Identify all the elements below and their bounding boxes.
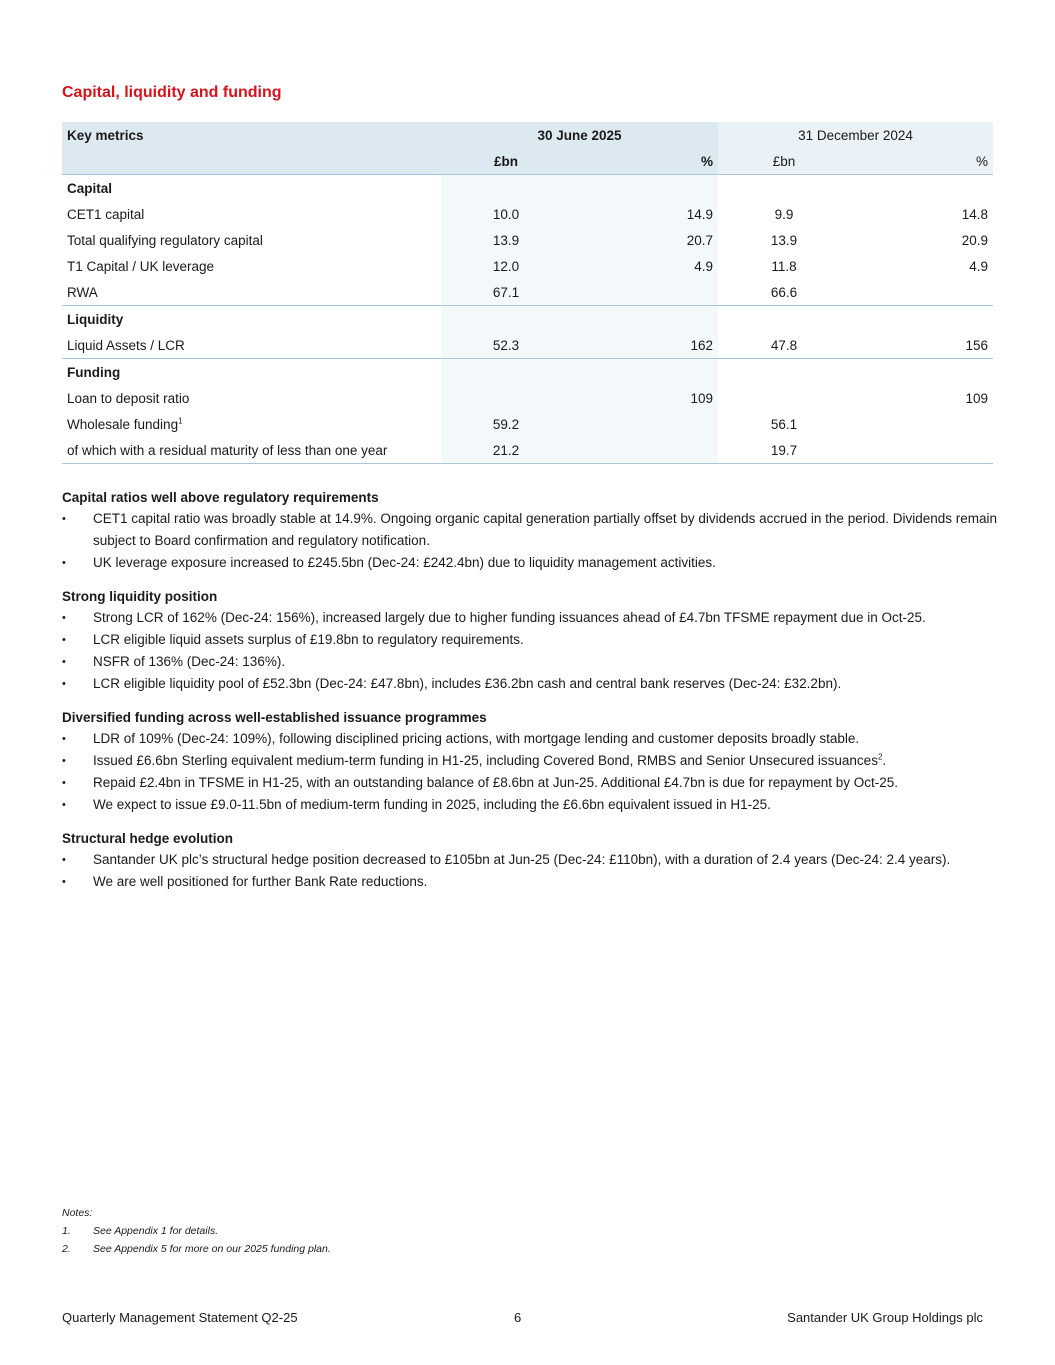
note-number: 2. [62, 1243, 71, 1255]
cell-previous-gbp: 9.9 [774, 206, 794, 222]
cell-previous-pct: 20.9 [961, 232, 988, 248]
cell-previous-gbp: 13.9 [770, 232, 798, 248]
metric-label [62, 227, 441, 253]
period-current-header: 30 June 2025 [441, 122, 718, 148]
key-metrics-header: Key metrics [62, 122, 441, 148]
table-row [62, 201, 993, 227]
bullet-item [62, 871, 997, 893]
bullet-item [62, 849, 997, 871]
cell-current-gbp: 67.1 [441, 279, 571, 306]
cell-empty [718, 306, 850, 333]
bullet-glyph: • [62, 854, 66, 866]
cell-current-gbp: 12.0 [441, 253, 571, 279]
cell-current-gbp: 21.2 [441, 437, 571, 464]
metric-label-text: Funding [67, 364, 121, 380]
metric-label-text: Liquid Assets / LCR [67, 337, 185, 353]
cell-empty [571, 306, 718, 333]
footer-document-title: Quarterly Management Statement Q2-25 [62, 1310, 298, 1325]
footnote-ref: 2 [877, 752, 883, 762]
bullet-glyph: • [62, 634, 66, 646]
bullet-text: Issued £6.6bn Sterling equivalent medium-term funding in H1-25, including Covered Bond, RMBS and Senior Unsecured issuances [93, 753, 878, 768]
bullet-text: We expect to issue £9.0-11.5bn of medium-term funding in 2025, including the £6.6bn equivalent issued in H1-25. [93, 797, 771, 812]
metric-label [62, 437, 441, 464]
bullet-text: We are well positioned for further Bank Rate reductions. [93, 874, 428, 889]
bullet-text: LDR of 109% (Dec-24: 109%), following disciplined pricing actions, with mortgage lending and customer deposits broadly stable. [93, 731, 860, 746]
bullet-text-suffix: . [882, 753, 887, 768]
cell-current-pct: 14.9 [571, 201, 718, 227]
metric-label-text: CET1 capital [67, 206, 145, 222]
table-row [62, 253, 993, 279]
section-heading: Structural hedge evolution [62, 831, 234, 846]
period-previous-header: 31 December 2024 [718, 122, 993, 148]
cell-current-pct [571, 437, 718, 464]
cell-current-gbp: 59.2 [441, 411, 571, 437]
cell-empty [441, 359, 571, 386]
cell-previous-gbp: 56.1 [770, 416, 798, 432]
bullet-list [62, 849, 997, 893]
commentary-section [62, 829, 997, 893]
bullet-text: LCR eligible liquidity pool of £52.3bn (Dec-24: £47.8bn), includes £36.2bn cash and central bank reserves (Dec-24: £32.2bn). [93, 676, 842, 691]
bullet-glyph: • [62, 513, 66, 525]
bullet-glyph: • [62, 876, 66, 888]
metric-label [62, 279, 441, 306]
section-label [62, 306, 441, 333]
cell-empty [718, 175, 850, 202]
notes [62, 1204, 331, 1258]
metric-label-text: Wholesale funding [67, 416, 179, 432]
bullet-item [62, 508, 997, 552]
table-row [62, 411, 993, 437]
table-row [62, 227, 993, 253]
note-text: See Appendix 1 for details. [93, 1225, 219, 1237]
cell-current-pct: 109 [571, 385, 718, 411]
cell-empty [718, 359, 850, 386]
cell-empty [850, 359, 993, 386]
section-heading: Capital ratios well above regulatory requirements [62, 490, 379, 505]
cell-previous-gbp: 19.7 [718, 437, 850, 464]
bullet-item [62, 552, 997, 574]
bullet-glyph: • [62, 799, 66, 811]
cell-current-gbp: 52.3 [441, 332, 571, 359]
table-section-row [62, 306, 993, 333]
unit-pct-previous: % [850, 148, 993, 175]
cell-current-gbp: 13.9 [441, 227, 571, 253]
cell-previous-pct: 109 [965, 390, 988, 406]
unit-pct-current: % [571, 148, 718, 175]
cell-current-gbp [441, 385, 571, 411]
bullet-glyph: • [62, 656, 66, 668]
cell-previous-gbp: 11.8 [771, 258, 797, 274]
cell-current-pct: 20.7 [571, 227, 718, 253]
section-label [62, 175, 441, 202]
cell-empty [571, 175, 718, 202]
note-number: 1. [62, 1225, 71, 1237]
bullet-glyph: • [62, 755, 66, 767]
bullet-glyph: • [62, 678, 66, 690]
key-metrics-body [62, 175, 993, 464]
notes-title: Notes: [62, 1207, 93, 1219]
metric-label-text: T1 Capital / UK leverage [67, 258, 215, 274]
bullet-glyph: • [62, 733, 66, 745]
bullet-text: LCR eligible liquid assets surplus of £19.8bn to regulatory requirements. [93, 632, 524, 647]
cell-current-pct: 162 [571, 332, 718, 359]
bullet-item [62, 607, 997, 629]
commentary-section [62, 708, 997, 816]
section-heading: Diversified funding across well-established issuance programmes [62, 710, 487, 725]
section-heading: Strong liquidity position [62, 589, 218, 604]
page-title: Capital, liquidity and funding [62, 84, 282, 101]
cell-current-pct [571, 279, 718, 306]
unit-header-blank [62, 148, 441, 175]
metric-label-text: Liquidity [67, 311, 124, 327]
commentary-section [62, 587, 997, 695]
cell-empty [850, 175, 993, 202]
bullet-text: NSFR of 136% (Dec-24: 136%). [93, 654, 286, 669]
cell-empty [441, 306, 571, 333]
note-text: See Appendix 5 for more on our 2025 funding plan. [93, 1243, 331, 1255]
bullet-text: UK leverage exposure increased to £245.5bn (Dec-24: £242.4bn) due to liquidity management activities. [93, 555, 716, 570]
metric-label [62, 332, 441, 359]
section-label [62, 359, 441, 386]
bullet-list [62, 508, 997, 574]
unit-gbp-current: £bn [441, 148, 571, 175]
unit-gbp-previous: £bn [718, 148, 850, 175]
bullet-item [62, 673, 997, 695]
cell-previous-pct [850, 279, 993, 306]
bullet-glyph: • [62, 612, 66, 624]
cell-current-pct: 4.9 [571, 253, 718, 279]
cell-current-pct [571, 411, 718, 437]
bullet-glyph: • [62, 777, 66, 789]
bullet-list [62, 728, 997, 816]
bullet-item [62, 794, 997, 816]
metric-label-text: Capital [67, 180, 113, 196]
cell-previous-gbp: 47.8 [718, 332, 850, 359]
metric-label-text: Total qualifying regulatory capital [67, 232, 263, 248]
note-item [62, 1222, 331, 1240]
page-number: 6 [514, 1310, 522, 1325]
bullet-item [62, 772, 997, 794]
cell-empty [850, 306, 993, 333]
key-metrics-table [62, 122, 993, 464]
cell-previous-gbp [718, 385, 850, 411]
cell-empty [441, 175, 571, 202]
metric-label-text: of which with a residual maturity of less than one year [67, 442, 388, 458]
bullet-text: CET1 capital ratio was broadly stable at 14.9%. Ongoing organic capital generation partially offset by dividends accrued in the period. Dividends remain subject to Board confirmation and regulatory notification. [93, 511, 998, 548]
table-row [62, 332, 993, 359]
bullet-text: Santander UK plc’s structural hedge position decreased to £105bn at Jun-25 (Dec-24: £110bn), with a duration of 2.4 years (Dec-24: 2.4 years). [93, 852, 951, 867]
table-section-row [62, 175, 993, 202]
commentary-sections [62, 488, 997, 906]
metric-label [62, 385, 441, 411]
metric-label [62, 411, 441, 437]
bullet-item [62, 728, 997, 750]
bullet-list [62, 607, 997, 695]
cell-previous-pct [850, 411, 993, 437]
bullet-item [62, 750, 997, 772]
note-item [62, 1240, 331, 1258]
metric-label [62, 253, 441, 279]
footer-company-name: Santander UK Group Holdings plc [787, 1310, 983, 1325]
table-row [62, 437, 993, 464]
metric-label [62, 201, 441, 227]
footnote-ref: 1 [178, 416, 183, 425]
cell-current-gbp: 10.0 [441, 201, 571, 227]
metric-label-text: RWA [67, 284, 98, 300]
cell-previous-pct: 4.9 [969, 258, 988, 274]
table-row [62, 385, 993, 411]
cell-previous-pct: 156 [850, 332, 993, 359]
metric-label-text: Loan to deposit ratio [67, 390, 190, 406]
cell-previous-pct [850, 437, 993, 464]
cell-previous-gbp: 66.6 [718, 279, 850, 306]
cell-empty [571, 359, 718, 386]
table-section-row [62, 359, 993, 386]
bullet-text: Repaid £2.4bn in TFSME in H1-25, with an outstanding balance of £8.6bn at Jun-25. Additional £4.7bn is due for repayment by Oct-25. [93, 775, 899, 790]
table-row [62, 279, 993, 306]
commentary-section [62, 488, 997, 574]
bullet-text: Strong LCR of 162% (Dec-24: 156%), increased largely due to higher funding issuances ahead of £4.7bn TFSME repayment due in Oct-25. [93, 610, 926, 625]
cell-previous-pct: 14.8 [961, 206, 988, 222]
bullet-item [62, 629, 997, 651]
bullet-item [62, 651, 997, 673]
bullet-glyph: • [62, 557, 66, 569]
